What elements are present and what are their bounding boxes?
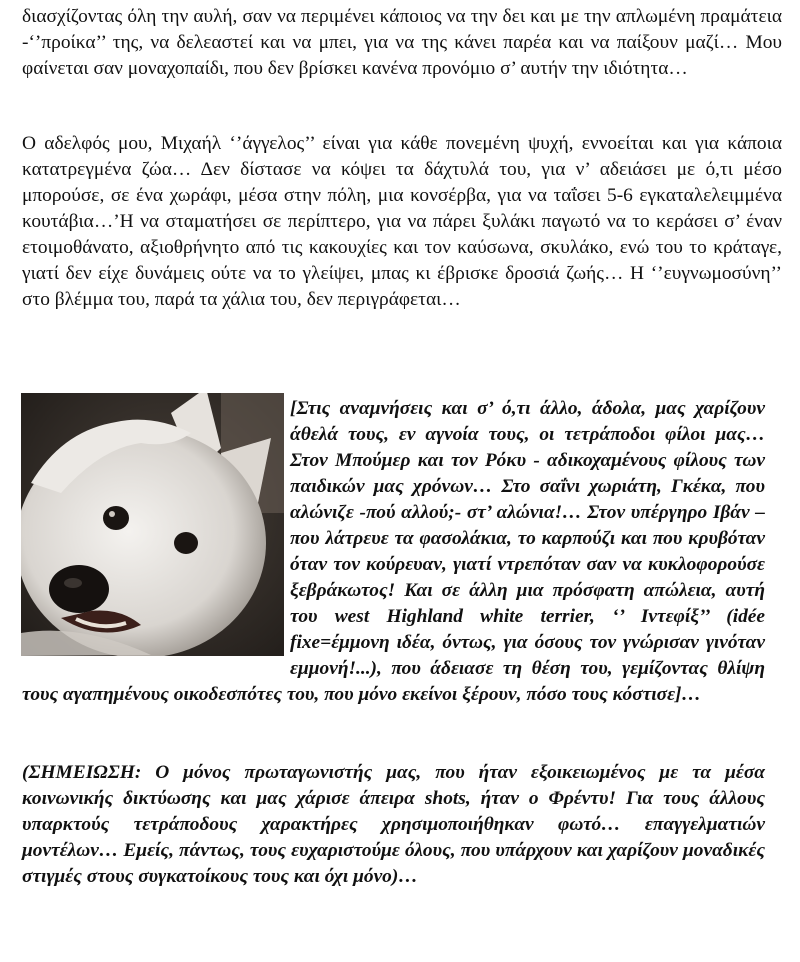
paragraph-brother: Ο αδελφός μου, Μιχαήλ ‘’άγγελος’’ είναι για κάθε πονεμένη ψυχή, εννοείται και για κάποια κατατρεγμένα ζώα… Δεν δίστασε να κόψει τα δάχτυλά του, για ν’ αδειάσει με ό,τι μέσο μπορούσε, σε ένα χωράφι, μέσα στην πόλη, μια κονσέρβα, για να ταΐσει 5-6 εγκαταλελειμμένα κουτάβια…’Η να σταματήσει σε περίπτερο, για να πάρει ξυλάκι παγωτό να το κεράσει σ’ έναν ετοιμοθάνατο, αξιοθρήνητο από τις κακουχίες και τον καύσωνα, σκυλάκο, ενώ του το κράταγε, γιατί δεν είχε δυνάμεις ούτε να το γλείψει, μπας κι έβρισκε δροσιά ζωής… Η ‘’ευγνωμοσύνη’’ στο βλέμμα του, παρά τα χάλια του, δεν περιγράφεται… (22, 133, 782, 310)
dedication-quote-text: [Στις αναμνήσεις και σ’ ό,τι άλλο, άδολα, μας χαρίζουν άθελά τους, εν αγνοία τους, οι τετράποδοι φίλοι μας… Στον Μπούμερ και τον Ρόκυ - αδικοχαμένους φίλους των παιδικών μας χρόνων… Στο σαΐνι χωριάτη, Γκέκα, που αλώνιζε -πού αλλού;- στ’ αλώνια!… Στον υπέργηρο Ιβάν – που λάτρευε τα φασολάκια, το καρπούζι και που κρυβόταν όταν τον κούρευαν, γιατί ντρεπόταν σαν να κυκλοφορούσε ξεβράκωτος! Και σε άλλη μια πρόσφατη απώλεια, αυτή του west Highland white terrier, ‘’ Ιντεφίξ’’ (idée fixe=έμμονη ιδέα, όντως, για όσους τον γνώρισαν γινόταν εμμονή!...), που άδειασε τη θέση του, γεμίζοντας θλίψη τους αγαπημένους οικοδεσπότες του, που μόνο εκείνοι ξέρουν, πόσο τους κόστισε]… (22, 398, 765, 705)
note-paragraph: (ΣΗΜΕΙΩΣΗ: Ο μόνος πρωταγωνιστής μας, που ήταν εξοικειωμένος με τα μέσα κοινωνικής δικτύωσης και μας χάρισε άπειρα shots, ήταν ο Φρέντυ! Για τους άλλους υπαρκτούς τετράποδους χαρακτήρες χρησιμοποιήθηκαν φωτό… επαγγελματιών μοντέλων… Εμείς, πάντως, τους ευχαριστούμε όλους, που υπάρχουν και χαρίζουν μοναδικές στιγμές στους συγκατοίκους τους και όχι μόνο)… (22, 762, 765, 887)
dedication-quote (22, 396, 765, 708)
paragraph-courtyard: διασχίζοντας όλη την αυλή, σαν να περιμένει κάποιος να την δει και με την απλωμένη πραμάτεια -‘’προίκα’’ της, να δελεαστεί και να μπει, για να της κάνει παρέα και να παίξουν μαζί… Μου φαίνεται σαν μοναχοπαίδι, που δεν βρίσκει κανένα προνόμιο σ’ αυτήν την ιδιότητα… (22, 6, 782, 79)
